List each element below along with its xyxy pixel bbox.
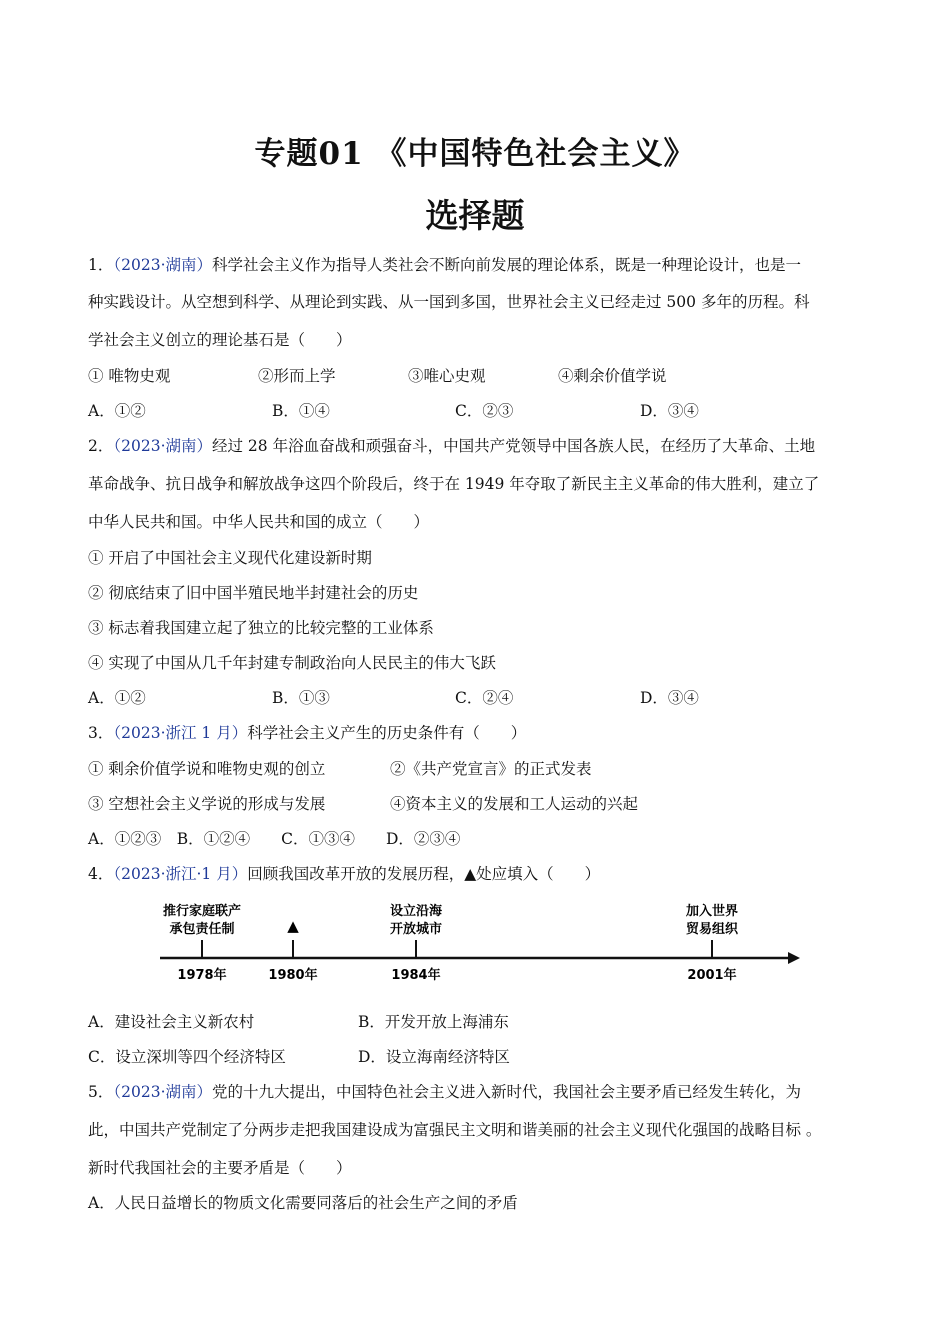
event-1978-label-1: 推行家庭联产 <box>162 904 242 919</box>
q3-text-1: 科学社会主义产生的历史条件有（ ） <box>247 724 527 742</box>
q1-source: （2023·湖南） <box>113 256 212 274</box>
event-1978-label-2: 承包责任制 <box>169 922 235 937</box>
q2-line-1 <box>88 436 815 456</box>
q5-line-1 <box>88 1082 801 1102</box>
q2-number: 2． <box>88 437 114 455</box>
q4-option-d: D．设立海南经济特区 <box>358 1048 510 1066</box>
q2-statement-1: ① 开启了中国社会主义现代化建设新时期 <box>88 549 372 567</box>
reform-timeline <box>150 895 810 990</box>
q4-option-a: A．建设社会主义新农村 <box>88 1013 255 1031</box>
q4-text-1: 回顾我国改革开放的发展历程，▲处应填入（ ） <box>247 865 601 883</box>
q1-text-2: 种实践设计。从空想到科学、从理论到实践、从一国到多国，世界社会主义已经走过 500 多年的历程。科 <box>88 293 810 311</box>
q3-statement-4: ④资本主义的发展和工人运动的兴起 <box>390 795 639 813</box>
event-2001-label-2: 贸易组织 <box>685 922 739 937</box>
q1-option-a: A．①② <box>88 402 146 420</box>
q1-option-c: C．②③ <box>455 402 514 420</box>
event-1984-label-1: 设立沿海 <box>389 904 443 919</box>
q2-statement-2: ② 彻底结束了旧中国半殖民地半封建社会的历史 <box>88 584 419 602</box>
page-title: 专题01 《中国特色社会主义》 <box>254 136 696 172</box>
q3-line-1 <box>88 723 526 743</box>
q1-number: 1． <box>88 256 114 274</box>
q2-text-1: 经过 28 年浴血奋战和顽强奋斗，中国共产党领导中国各族人民，在经历了大革命、土地 <box>212 437 816 455</box>
timeline-arrow-icon <box>788 952 800 964</box>
q3-statement-1: ① 剩余价值学说和唯物史观的创立 <box>88 760 326 778</box>
q3-options: A．①②③ B．①②④ C．①③④ D．②③④ <box>88 830 461 848</box>
q4-source: （2023·浙江·1 月） <box>113 865 248 883</box>
event-1978-year: 1978年 <box>177 968 227 983</box>
q4-number: 4． <box>88 865 114 883</box>
q2-text-2: 革命战争、抗日战争和解放战争这四个阶段后，终于在 1949 年夺取了新民主主义革命的伟大胜利，建立了 <box>88 475 820 493</box>
event-1980-year: 1980年 <box>268 968 318 983</box>
q2-option-d: D．③④ <box>640 689 699 707</box>
q5-source: （2023·湖南） <box>113 1083 212 1101</box>
q1-option-d: D．③④ <box>640 402 699 420</box>
q4-option-c: C．设立深圳等四个经济特区 <box>88 1048 286 1066</box>
q1-statement-4: ④剩余价值学说 <box>558 367 667 385</box>
q2-statement-3: ③ 标志着我国建立起了独立的比较完整的工业体系 <box>88 619 434 637</box>
q1-text-1: 科学社会主义作为指导人类社会不断向前发展的理论体系，既是一种理论设计，也是一 <box>212 256 802 274</box>
event-1984-year: 1984年 <box>391 968 441 983</box>
q4-line-1 <box>88 864 600 884</box>
q2-option-a: A．①② <box>88 689 146 707</box>
q5-text-3: 新时代我国社会的主要矛盾是（ ） <box>88 1159 352 1177</box>
event-2001-year: 2001年 <box>687 968 737 983</box>
q3-number: 3． <box>88 724 114 742</box>
q5-text-2: 此，中国共产党制定了分两步走把我国建设成为富强民主文明和谐美丽的社会主义现代化强国的战略目标 。 <box>88 1121 822 1139</box>
q1-statement-1: ① 唯物史观 <box>88 367 171 385</box>
q5-text-1: 党的十九大提出，中国特色社会主义进入新时代，我国社会主要矛盾已经发生转化，为 <box>212 1083 802 1101</box>
q5-number: 5． <box>88 1083 114 1101</box>
q3-statement-2: ②《共产党宣言》的正式发表 <box>390 760 592 778</box>
q3-source: （2023·浙江 1 月） <box>113 724 248 742</box>
q2-option-b: B．①③ <box>272 689 330 707</box>
section-title: 选择题 <box>425 196 525 235</box>
q2-option-c: C．②④ <box>455 689 514 707</box>
q2-source: （2023·湖南） <box>113 437 212 455</box>
q5-option-a: A．人民日益增长的物质文化需要同落后的社会生产之间的矛盾 <box>88 1194 518 1212</box>
q4-option-b: B．开发开放上海浦东 <box>358 1013 509 1031</box>
q1-line-1 <box>88 255 801 275</box>
q1-statement-2: ②形而上学 <box>258 367 336 385</box>
q1-text-3: 学社会主义创立的理论基石是（ ） <box>88 331 352 349</box>
q1-statement-3: ③唯心史观 <box>408 367 486 385</box>
event-1984-label-2: 开放城市 <box>389 922 443 937</box>
event-1980-marker: ▲ <box>287 917 299 935</box>
q2-statement-4: ④ 实现了中国从几千年封建专制政治向人民民主的伟大飞跃 <box>88 654 496 672</box>
q1-option-b: B．①④ <box>272 402 330 420</box>
q2-text-3: 中华人民共和国。中华人民共和国的成立（ ） <box>88 513 430 531</box>
event-2001-label-1: 加入世界 <box>685 904 739 919</box>
q3-statement-3: ③ 空想社会主义学说的形成与发展 <box>88 795 326 813</box>
